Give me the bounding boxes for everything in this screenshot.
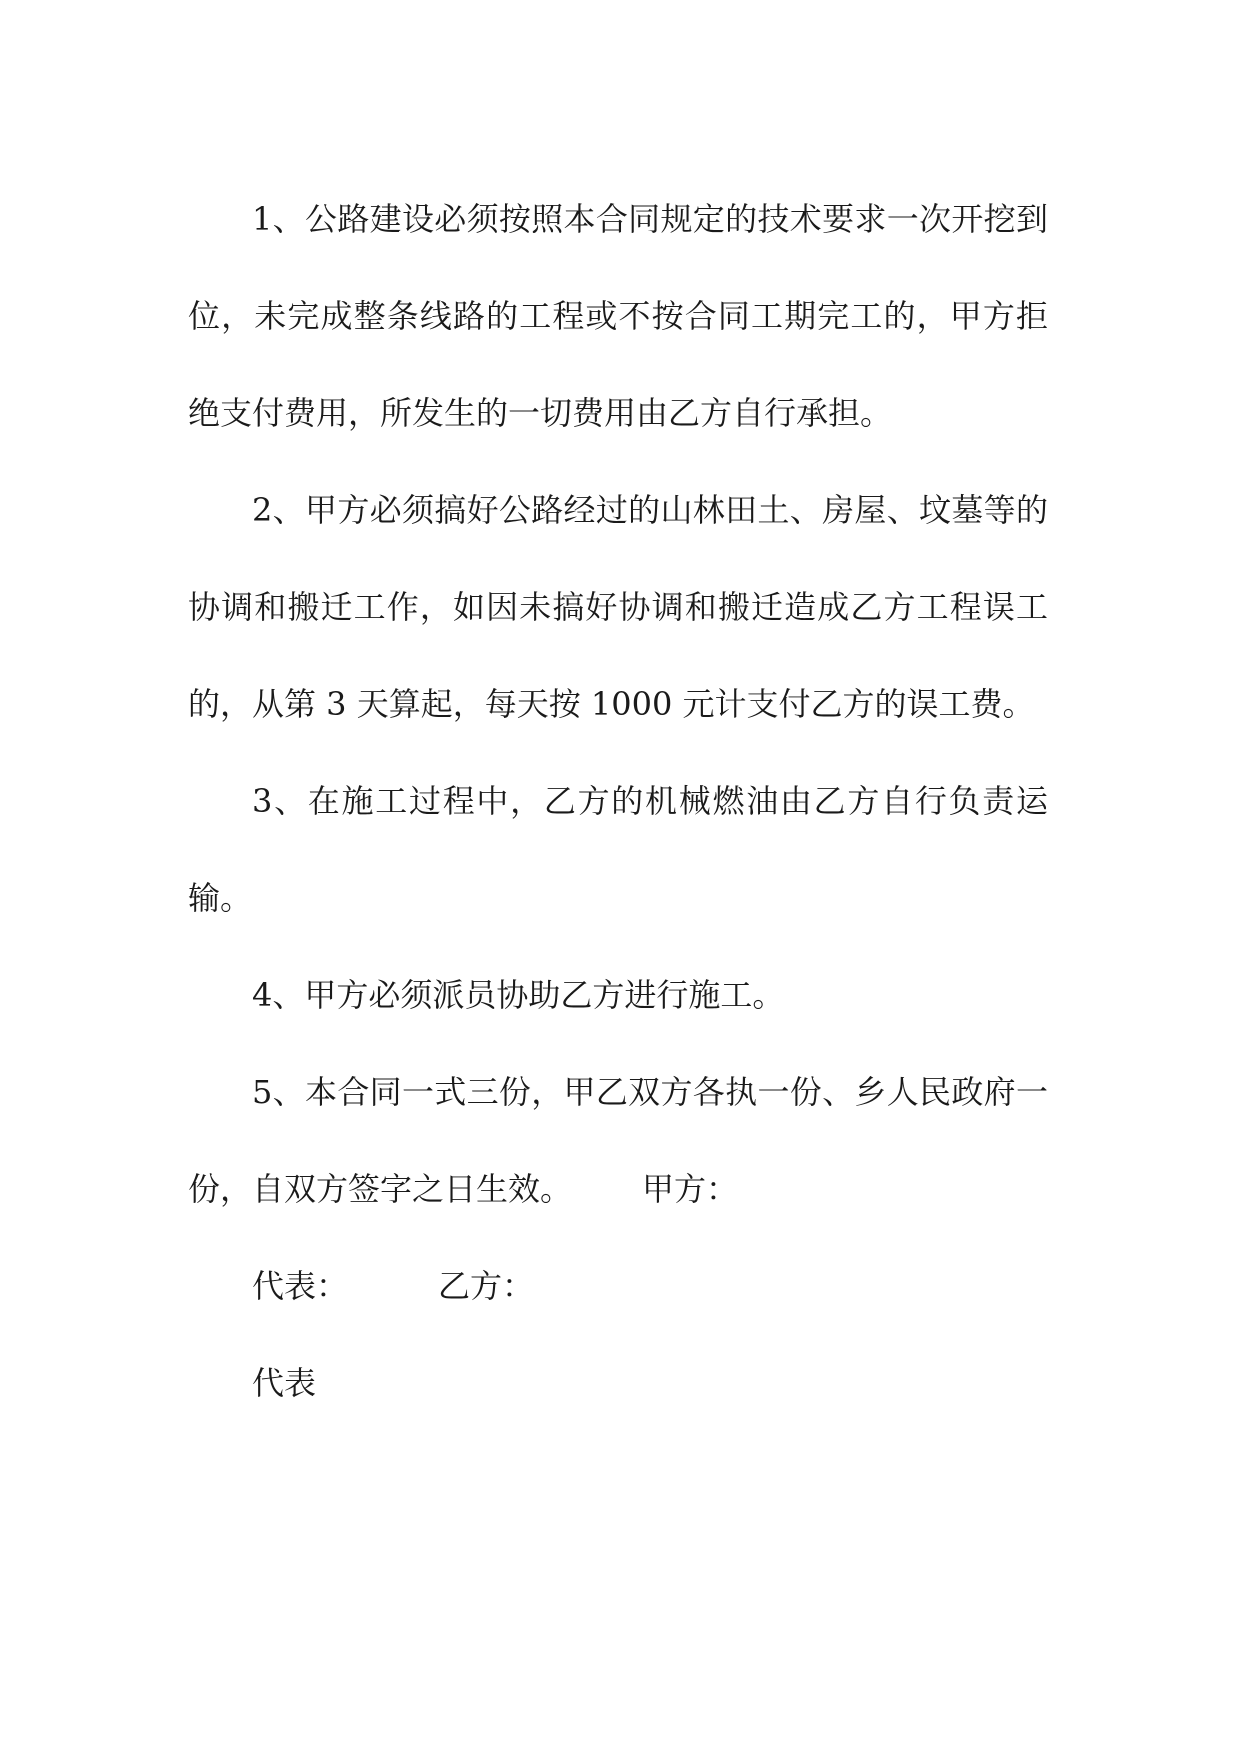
clause-2: 2、甲方必须搞好公路经过的山林田土、房屋、坟墓等的协调和搬迁工作，如因未搞好协调和搬迁造成乙方工程误工的，从第 3 天算起，每天按 1000 元计支付乙方的误工费。 — [188, 491, 1048, 723]
signature-line-2 — [188, 1335, 1048, 1432]
rep-b-label: 代表 — [252, 1364, 317, 1402]
clause-1: 1、公路建设必须按照本合同规定的技术要求一次开挖到位，未完成整条线路的工程或不按合同工期完工的，甲方拒绝支付费用，所发生的一切费用由乙方自行承担。 — [188, 200, 1048, 432]
party-b-label: 乙方： — [438, 1267, 535, 1305]
signature-line-1 — [188, 1238, 1048, 1335]
clause-5 — [188, 1044, 1048, 1238]
party-a-label: 甲方： — [642, 1170, 739, 1208]
clause-3: 3、在施工过程中，乙方的机械燃油由乙方自行负责运输。 — [188, 782, 1048, 917]
clause-5-text: 5、本合同一式三份，甲乙双方各执一份、乡人民政府一份，自双方签字之日生效。 — [188, 1073, 1048, 1208]
clause-4: 4、甲方必须派员协助乙方进行施工。 — [252, 976, 785, 1014]
rep-a-label: 代表： — [252, 1267, 349, 1305]
contract-body — [188, 171, 1048, 1432]
